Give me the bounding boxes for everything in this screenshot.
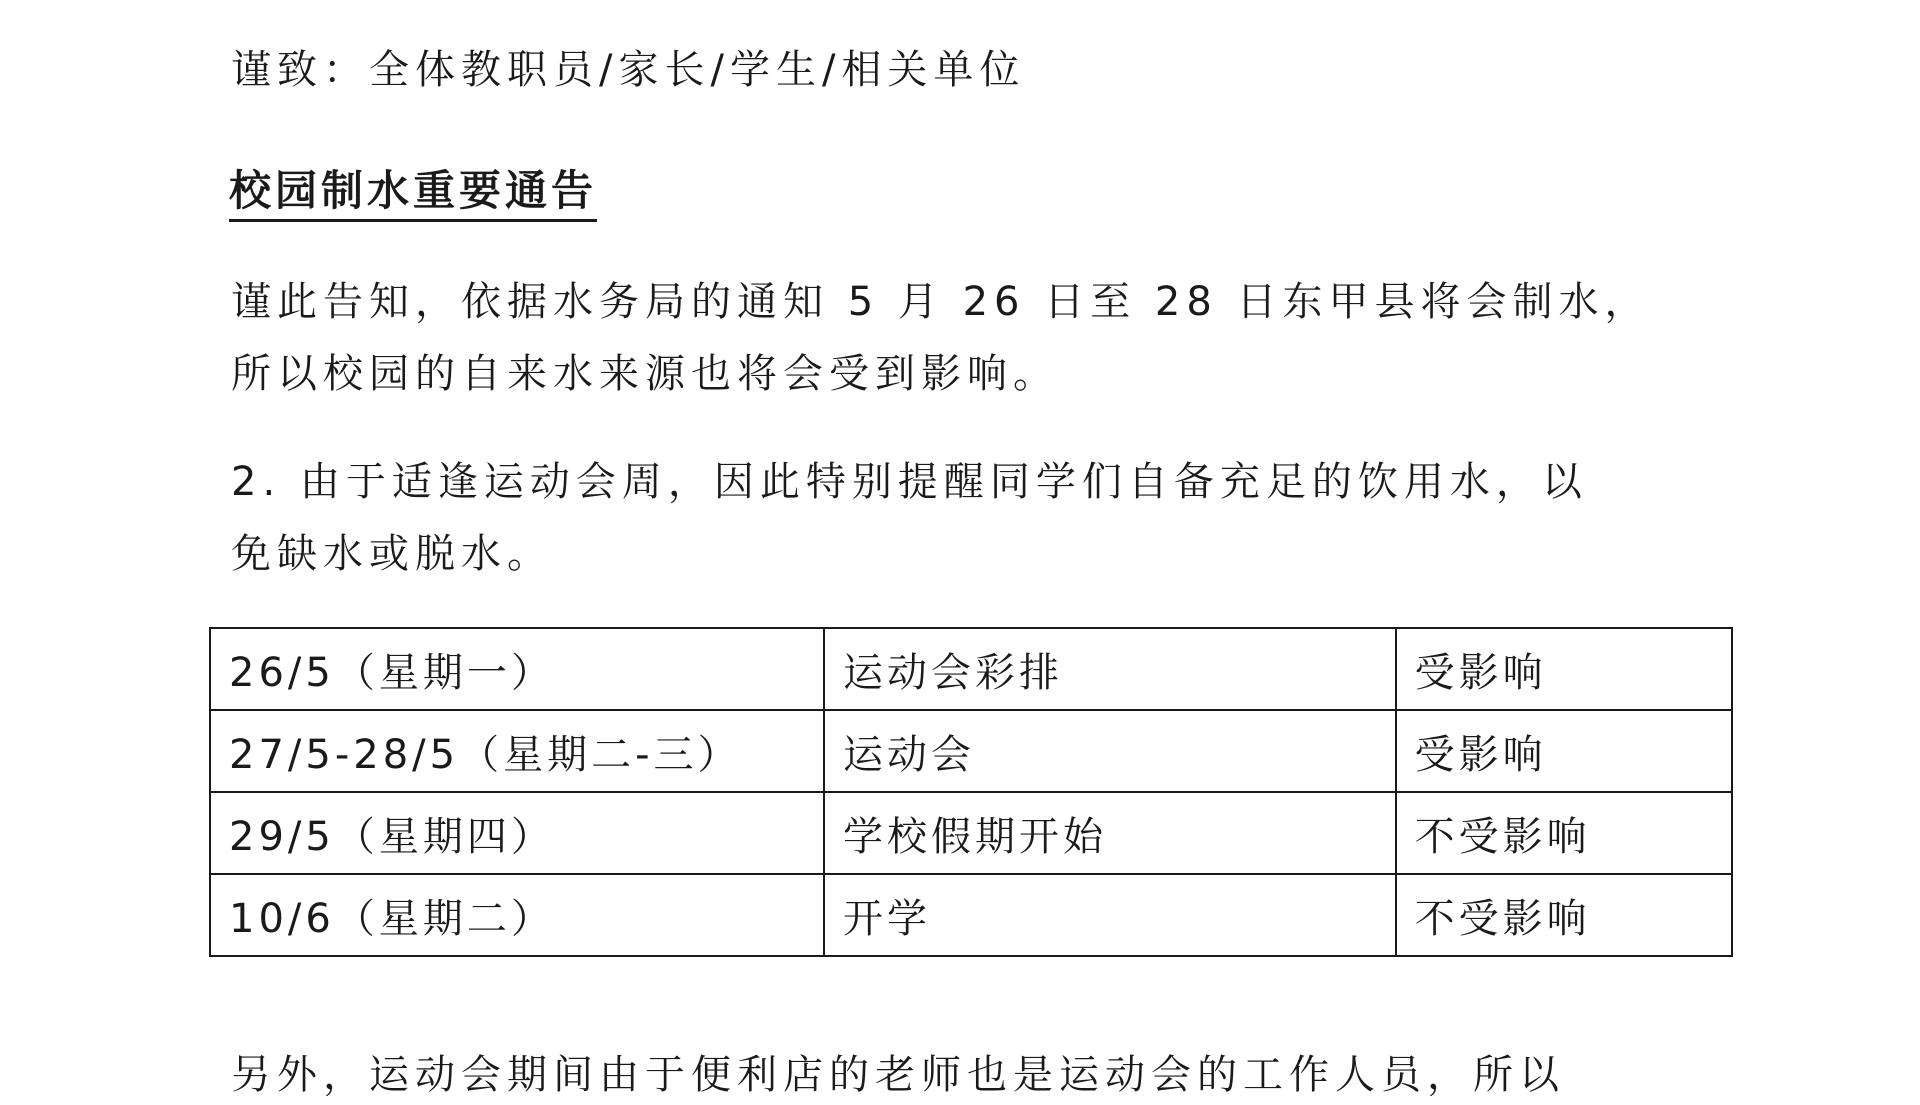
event-cell: 开学 bbox=[824, 874, 1396, 956]
date-cell: 29/5（星期四） bbox=[210, 792, 824, 874]
status-cell: 受影响 bbox=[1396, 628, 1732, 710]
event-cell: 学校假期开始 bbox=[824, 792, 1396, 874]
addressee-line: 谨致：全体教职员/家长/学生/相关单位 bbox=[231, 47, 1026, 93]
schedule-table bbox=[209, 627, 1733, 957]
status-cell: 受影响 bbox=[1396, 710, 1732, 792]
table-row bbox=[210, 710, 1732, 792]
table-row bbox=[210, 874, 1732, 956]
notice-paragraph-3-partial: 另外，运动会期间由于便利店的老师也是运动会的工作人员，所以 bbox=[231, 1052, 1565, 1098]
table-row bbox=[210, 792, 1732, 874]
table-row bbox=[210, 628, 1732, 710]
event-cell: 运动会 bbox=[824, 710, 1396, 792]
paragraph-2-line-1: 2. 由于适逢运动会周，因此特别提醒同学们自备充足的饮用水，以 bbox=[231, 459, 1588, 505]
date-cell: 27/5-28/5（星期二-三） bbox=[210, 710, 824, 792]
notice-title: 校园制水重要通告 bbox=[229, 165, 597, 222]
event-cell: 运动会彩排 bbox=[824, 628, 1396, 710]
paragraph-2-line-2: 免缺水或脱水。 bbox=[231, 531, 553, 577]
date-cell: 10/6（星期二） bbox=[210, 874, 824, 956]
notice-paragraph-1 bbox=[231, 266, 1711, 410]
paragraph-1-line-2: 所以校园的自来水来源也将会受到影响。 bbox=[231, 351, 1059, 397]
paragraph-1-line-1: 谨此告知，依据水务局的通知 5 月 26 日至 28 日东甲县将会制水， bbox=[231, 279, 1651, 325]
status-cell: 不受影响 bbox=[1396, 792, 1732, 874]
date-cell: 26/5（星期一） bbox=[210, 628, 824, 710]
notice-paragraph-2 bbox=[231, 446, 1711, 590]
status-cell: 不受影响 bbox=[1396, 874, 1732, 956]
